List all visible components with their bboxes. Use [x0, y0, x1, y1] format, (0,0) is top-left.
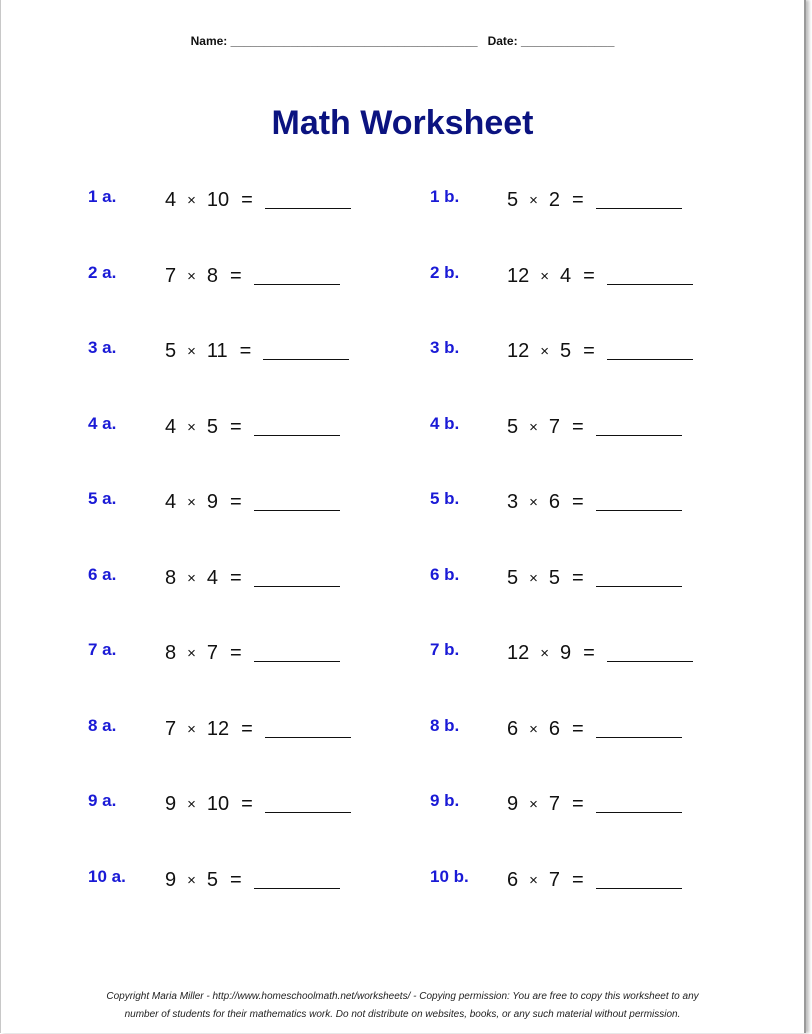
right-operand: 9 [206, 491, 219, 513]
answer-blank [596, 869, 682, 889]
problem-expression [165, 869, 340, 892]
answer-blank [254, 265, 340, 285]
problem-number: 5 b. [430, 489, 460, 508]
problem-number: 8 b. [430, 715, 460, 735]
answer-blank [254, 869, 340, 889]
problem-expression [507, 869, 682, 892]
answer-blank [607, 265, 693, 285]
answer-blank [607, 340, 693, 360]
equals-sign: = [241, 793, 253, 815]
name-label: Name: [190, 34, 228, 48]
left-operand: 6 [507, 717, 519, 740]
right-operand: 10 [206, 189, 230, 211]
problem-number: 9 b. [430, 791, 460, 810]
right-operand: 7 [548, 415, 561, 438]
times-sign: × [187, 192, 196, 209]
copyright-line-1: Copyright Maria Miller - http://www.homeschoolmath.net/worksheets/ - Copying permission: You are free to copy this worksheet to any [106, 991, 699, 1002]
problem-expression [507, 793, 682, 816]
equals-sign: = [572, 868, 584, 891]
right-operand: 7 [206, 642, 219, 664]
left-operand: 4 [165, 189, 177, 211]
equals-sign: = [230, 264, 242, 287]
times-sign: × [529, 569, 538, 587]
times-sign: × [187, 418, 196, 436]
right-operand: 5 [548, 566, 561, 589]
times-sign: × [529, 796, 538, 813]
left-operand: 12 [507, 642, 530, 664]
times-sign: × [187, 343, 196, 360]
times-sign: × [540, 343, 550, 360]
problem-number: 10 a. [88, 866, 126, 886]
answer-blank [596, 189, 682, 209]
problem-expression [507, 491, 682, 514]
equals-sign: = [230, 491, 242, 513]
answer-blank [596, 416, 682, 436]
copyright-line-2: number of students for their mathematics work. Do not distribute on websites, books, or any such material without permission. [124, 1009, 681, 1020]
problem-number: 7 b. [430, 640, 460, 659]
name-date-header [1, 34, 804, 48]
problem-expression [507, 340, 693, 363]
problem-number: 2 a. [88, 262, 117, 282]
problem-number: 1 b. [430, 187, 460, 206]
answer-blank [607, 642, 693, 662]
copyright-footer [61, 988, 744, 1024]
right-operand: 2 [548, 189, 561, 211]
left-operand: 5 [507, 566, 519, 589]
equals-sign: = [230, 415, 242, 438]
equals-sign: = [572, 189, 584, 211]
problem-number: 6 a. [88, 564, 117, 584]
problem-number: 7 a. [88, 640, 117, 659]
right-operand: 8 [206, 264, 219, 287]
problem-number: 9 a. [88, 791, 117, 810]
answer-blank [254, 491, 340, 511]
right-operand: 4 [560, 264, 572, 287]
times-sign: × [529, 192, 538, 209]
answer-blank [596, 567, 682, 587]
problem-expression [507, 189, 682, 212]
problem-number: 5 a. [88, 489, 117, 508]
problem-expression [165, 642, 340, 665]
left-operand: 12 [507, 340, 530, 362]
answer-blank [265, 189, 351, 209]
problem-expression [507, 416, 682, 439]
problem-expression [165, 567, 340, 590]
equals-sign: = [230, 566, 242, 589]
equals-sign: = [572, 717, 584, 740]
problem-expression [165, 340, 349, 363]
answer-blank [596, 793, 682, 813]
times-sign: × [529, 418, 538, 436]
problem-number: 4 b. [430, 413, 460, 433]
times-sign: × [187, 267, 196, 285]
times-sign: × [529, 871, 538, 889]
left-operand: 9 [165, 868, 177, 891]
times-sign: × [529, 720, 538, 738]
problem-number: 2 b. [430, 262, 460, 282]
right-operand: 6 [548, 717, 561, 740]
answer-blank [596, 718, 682, 738]
problem-number: 3 a. [88, 338, 117, 357]
right-operand: 6 [548, 491, 561, 513]
right-operand: 9 [560, 642, 572, 664]
problem-number: 3 b. [430, 338, 460, 357]
left-operand: 3 [507, 491, 519, 513]
right-operand: 5 [560, 340, 572, 362]
left-operand: 7 [165, 717, 177, 740]
equals-sign: = [583, 642, 595, 664]
equals-sign: = [572, 491, 584, 513]
left-operand: 4 [165, 415, 177, 438]
problem-number: 6 b. [430, 564, 460, 584]
problem-expression [165, 718, 351, 741]
date-blank: ______________ [520, 34, 615, 48]
answer-blank [254, 567, 340, 587]
left-operand: 9 [165, 793, 177, 815]
right-operand: 5 [206, 415, 219, 438]
left-operand: 9 [507, 793, 519, 815]
times-sign: × [540, 645, 550, 662]
equals-sign: = [239, 340, 252, 362]
equals-sign: = [583, 264, 595, 287]
left-operand: 5 [507, 415, 519, 438]
times-sign: × [540, 267, 550, 285]
times-sign: × [187, 720, 196, 738]
problem-number: 10 b. [430, 866, 469, 886]
times-sign: × [187, 569, 196, 587]
problem-expression [507, 642, 693, 665]
times-sign: × [187, 494, 196, 511]
answer-blank [254, 416, 340, 436]
equals-sign: = [241, 189, 253, 211]
right-operand: 12 [206, 717, 230, 740]
times-sign: × [187, 796, 196, 813]
left-operand: 7 [165, 264, 177, 287]
answer-blank [254, 642, 340, 662]
equals-sign: = [572, 566, 584, 589]
equals-sign: = [241, 717, 253, 740]
date-label: Date: [487, 34, 518, 48]
equals-sign: = [572, 793, 584, 815]
times-sign: × [187, 871, 196, 889]
equals-sign: = [230, 642, 242, 664]
problem-expression [507, 567, 682, 590]
equals-sign: = [583, 340, 595, 362]
problem-expression [165, 416, 340, 439]
problem-expression [507, 718, 682, 741]
answer-blank [265, 718, 351, 738]
right-operand: 10 [206, 793, 230, 815]
right-operand: 7 [548, 793, 561, 815]
answer-blank [263, 340, 349, 360]
problem-expression [165, 793, 351, 816]
problem-number: 1 a. [88, 187, 117, 206]
name-blank: _____________________________________ [230, 34, 478, 48]
answer-blank [265, 793, 351, 813]
problem-expression [507, 265, 693, 288]
left-operand: 5 [507, 189, 519, 211]
times-sign: × [187, 645, 196, 662]
left-operand: 8 [165, 642, 177, 664]
right-operand: 7 [548, 868, 561, 891]
left-operand: 4 [165, 491, 177, 513]
right-operand: 11 [206, 340, 228, 362]
problem-number: 4 a. [88, 413, 117, 433]
problem-expression [165, 265, 340, 288]
right-operand: 5 [206, 868, 219, 891]
equals-sign: = [230, 868, 242, 891]
left-operand: 8 [165, 566, 177, 589]
left-operand: 6 [507, 868, 519, 891]
answer-blank [596, 491, 682, 511]
left-operand: 5 [165, 340, 177, 362]
times-sign: × [529, 494, 538, 511]
right-operand: 4 [206, 566, 219, 589]
left-operand: 12 [507, 264, 530, 287]
problem-expression [165, 491, 340, 514]
problem-expression [165, 189, 351, 212]
page-title: Math Worksheet [271, 104, 534, 142]
equals-sign: = [572, 415, 584, 438]
problem-number: 8 a. [88, 715, 117, 735]
